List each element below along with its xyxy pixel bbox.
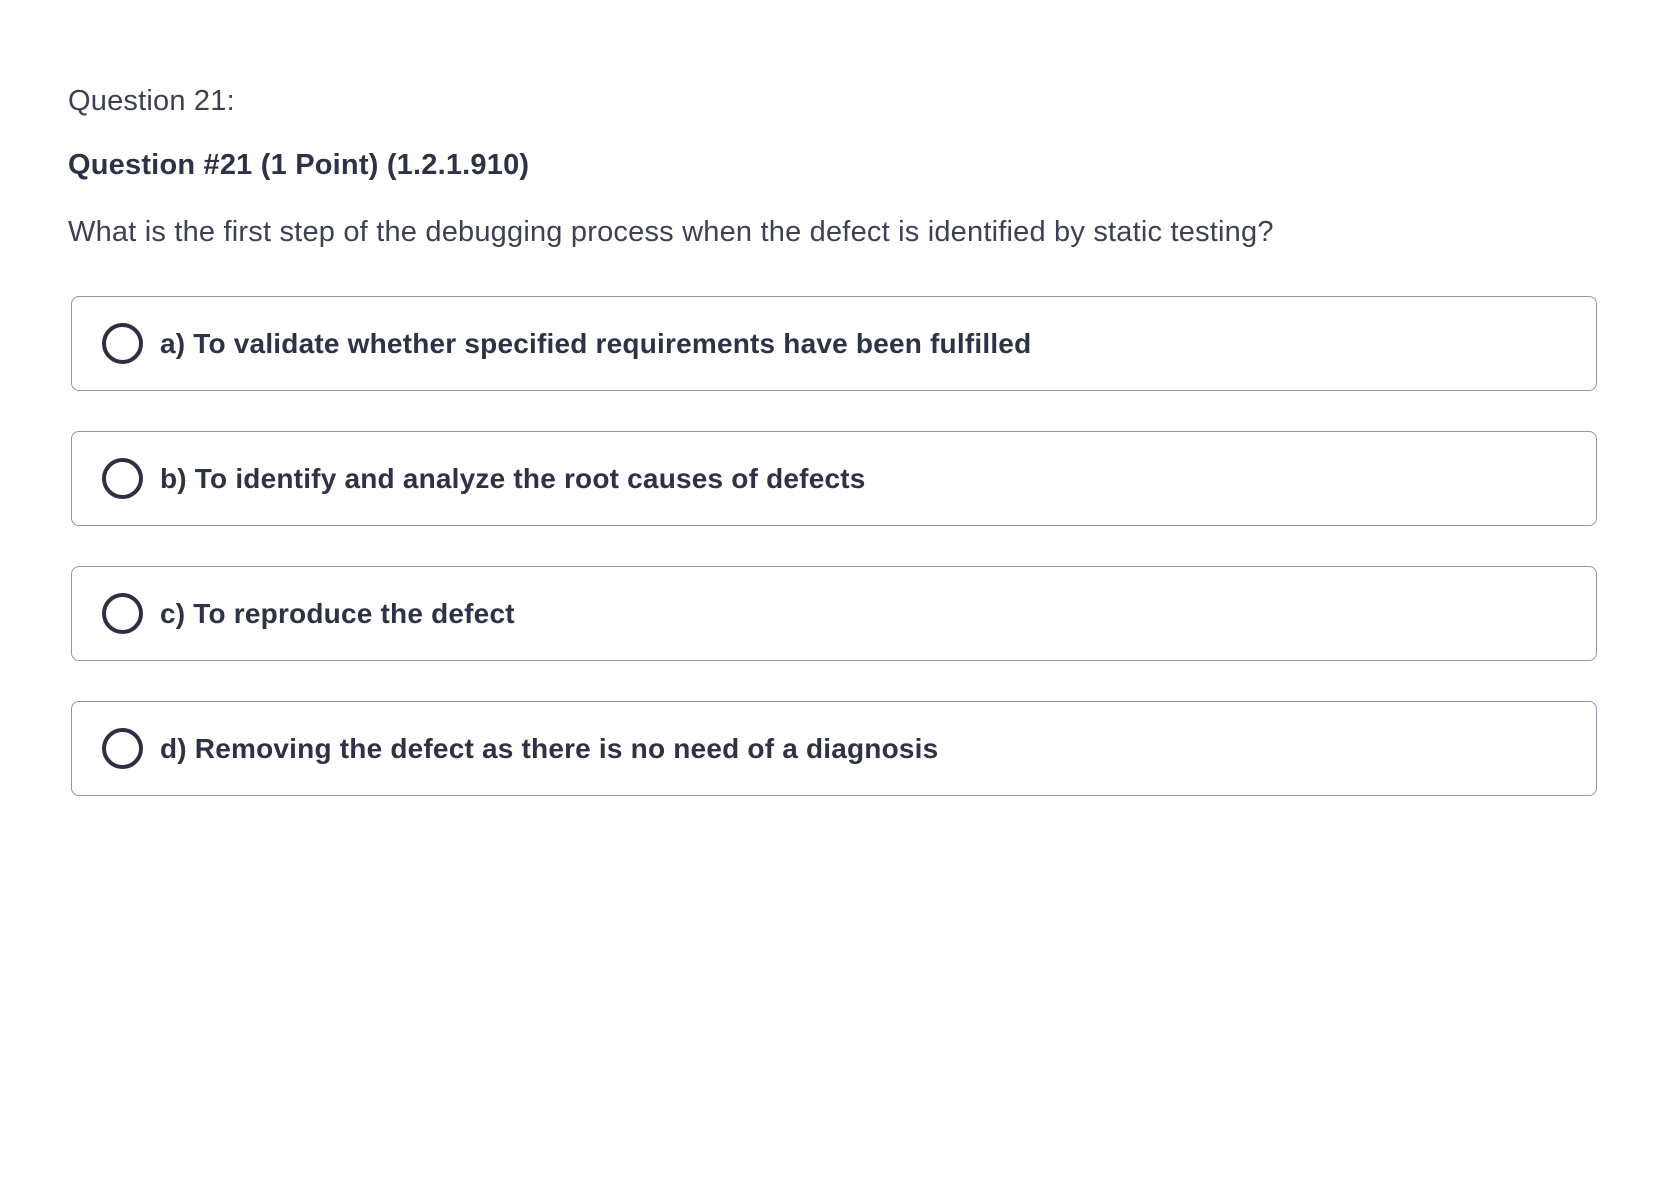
radio-button-icon[interactable]	[102, 593, 143, 634]
answer-option-a-label: a) To validate whether specified requirements have been fulfilled	[160, 328, 1032, 359]
answer-option-b-label: b) To identify and analyze the root causes of defects	[160, 463, 866, 494]
answer-option-b[interactable]	[71, 431, 1597, 526]
answer-options-list	[68, 296, 1597, 796]
radio-button-icon[interactable]	[102, 458, 143, 499]
answer-option-c[interactable]	[71, 566, 1597, 661]
question-number-heading: Question 21:	[68, 85, 235, 117]
question-title: Question #21 (1 Point) (1.2.1.910)	[68, 149, 530, 181]
answer-option-d-label: d) Removing the defect as there is no need of a diagnosis	[160, 733, 939, 764]
answer-option-d[interactable]	[71, 701, 1597, 796]
radio-button-icon[interactable]	[102, 323, 143, 364]
answer-option-a[interactable]	[71, 296, 1597, 391]
radio-button-icon[interactable]	[102, 728, 143, 769]
question-text: What is the first step of the debugging process when the defect is identified by static testing?	[68, 216, 1274, 248]
answer-option-c-label: c) To reproduce the defect	[160, 598, 515, 629]
